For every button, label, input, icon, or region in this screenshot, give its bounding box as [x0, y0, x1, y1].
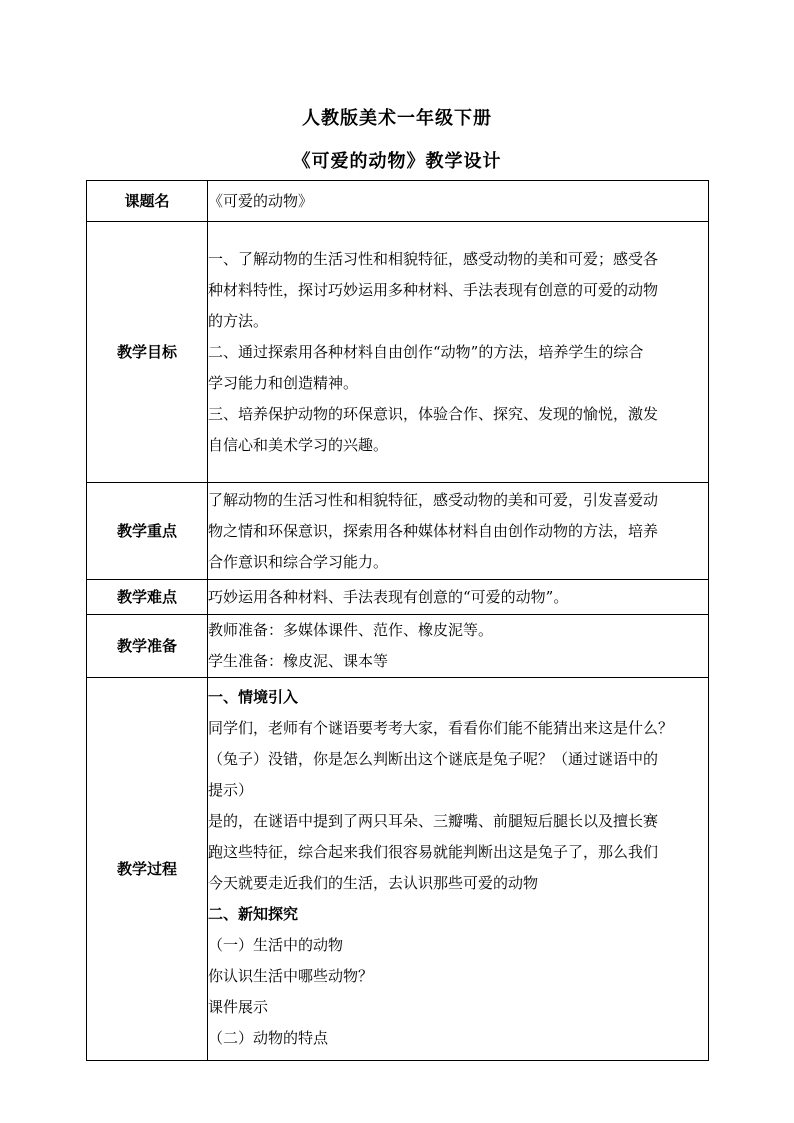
table-row-key-points [87, 483, 709, 580]
section-heading: 一、情境引入 [208, 688, 299, 706]
row-content-preparation [208, 615, 709, 678]
content-line: （一）生活中的动物 [208, 936, 344, 954]
row-label-difficulty: 教学难点 [87, 580, 208, 615]
row-content-process [208, 678, 709, 1061]
content-line: 《可爱的动物》 [208, 191, 314, 210]
content-line: 三、培养保护动物的环保意识，体验合作、探究、发现的愉悦，激发 [208, 404, 659, 423]
content-line: 种材料特性，探讨巧妙运用多种材料、手法表现有创意的可爱的动物 [208, 280, 659, 299]
content-line: 了解动物的生活习性和相貌特征，感受动物的美和可爱，引发喜爱动 [208, 490, 659, 509]
content-line: 学习能力和创造精神。 [208, 373, 359, 392]
row-label-key-points: 教学重点 [87, 483, 208, 580]
row-label-process: 教学过程 [87, 678, 208, 1061]
row-content-topic [208, 181, 709, 222]
content-line: 同学们，老师有个谜语要考考大家，看看你们能不能猜出来这是什么？ [208, 719, 674, 737]
table-row-difficulty [87, 580, 709, 615]
content-line: 是的，在谜语中提到了两只耳朵、三瓣嘴、前腿短后腿长以及擅长赛 [208, 812, 659, 830]
content-line: 教师准备：多媒体课件、范作、橡皮泥等。 [208, 621, 494, 639]
row-content-objectives [208, 222, 709, 483]
content-line: （二）动物的特点 [208, 1029, 329, 1047]
content-line: 今天就要走近我们的生活，去认识那些可爱的动物 [208, 874, 539, 892]
content-line: 课件展示 [208, 998, 269, 1016]
content-line: （兔子）没错，你是怎么判断出这个谜底是兔子呢？（通过谜语中的 [208, 750, 659, 768]
section-heading: 二、新知探究 [208, 905, 299, 923]
content-line: 巧妙运用各种材料、手法表现有创意的“可爱的动物”。 [208, 587, 569, 606]
row-label-preparation: 教学准备 [87, 615, 208, 678]
content-line: 自信心和美术学习的兴趣。 [208, 435, 389, 454]
table-row-preparation [87, 615, 709, 678]
table-row-topic [87, 181, 709, 222]
row-content-key-points [208, 483, 709, 580]
content-line: 一、了解动物的生活习性和相貌特征，感受动物的美和可爱；感受各 [208, 249, 659, 268]
content-line: 合作意识和综合学习能力。 [208, 552, 389, 571]
content-line: 你认识生活中哪些动物？ [208, 967, 374, 985]
lesson-plan-table [86, 180, 709, 1061]
document-title-line2: 《可爱的动物》教学设计 [292, 151, 502, 172]
document-title-line1: 人教版美术一年级下册 [302, 108, 492, 129]
content-line: 的方法。 [208, 311, 269, 330]
row-label-objectives: 教学目标 [87, 222, 208, 483]
row-label-topic: 课题名 [87, 181, 208, 222]
table-row-process [87, 678, 709, 1061]
content-line: 跑这些特征，综合起来我们很容易就能判断出这是兔子了，那么我们 [208, 843, 659, 861]
row-content-difficulty [208, 580, 709, 615]
content-line: 二、通过探索用各种材料自由创作“动物”的方法，培养学生的综合 [208, 342, 644, 361]
content-line: 物之情和环保意识，探索用各种媒体材料自由创作动物的方法，培养 [208, 521, 659, 540]
content-line: 提示） [208, 781, 254, 799]
table-row-objectives [87, 222, 709, 483]
content-line: 学生准备：橡皮泥、课本等 [208, 652, 389, 670]
